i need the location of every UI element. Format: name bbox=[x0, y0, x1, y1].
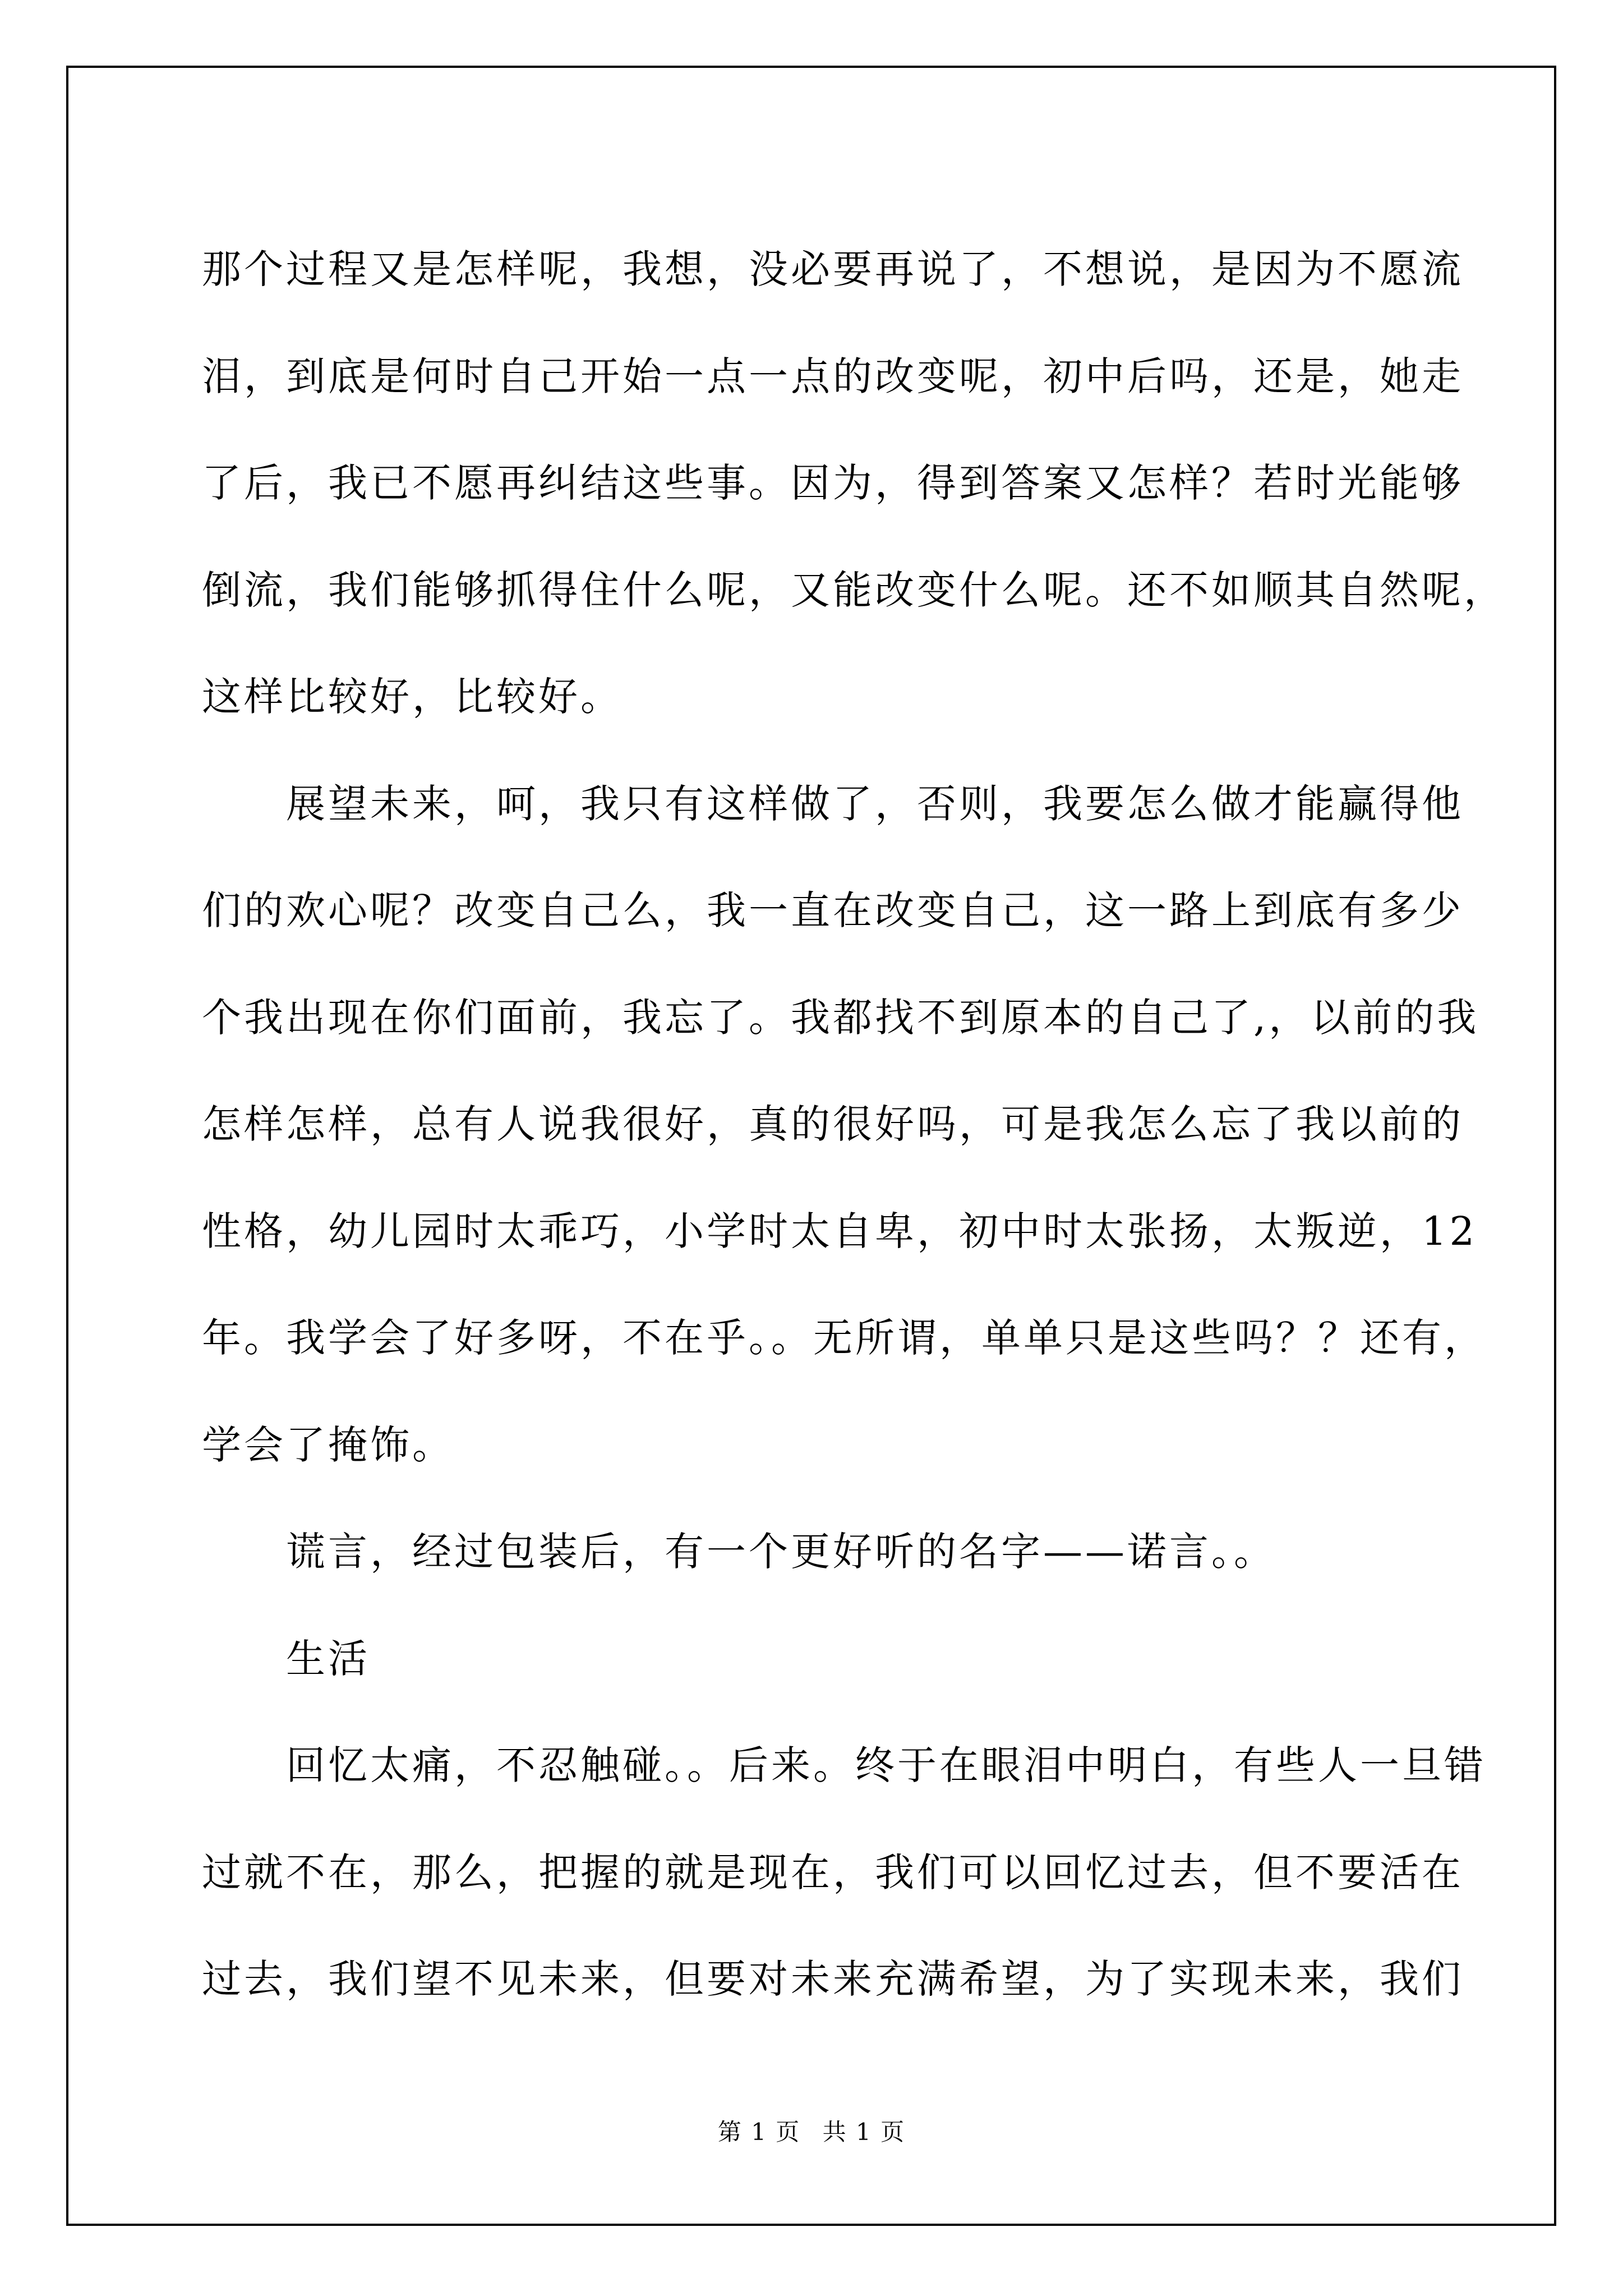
text-line: 过去，我们望不见未来，但要对未来充满希望，为了实现未来，我们 bbox=[202, 1956, 1464, 2002]
section-heading-text: 生活 bbox=[286, 1635, 370, 1682]
page-number: 第 1 页 bbox=[717, 2118, 801, 2146]
text-line: 了后，我已不愿再纠结这些事。因为，得到答案又怎样？若时光能够 bbox=[202, 460, 1464, 506]
text-line: 这样比较好，比较好。 bbox=[202, 674, 623, 720]
text-line: 们的欢心呢？改变自己么，我一直在改变自己，这一路上到底有多少 bbox=[202, 887, 1464, 933]
section-heading bbox=[202, 1605, 1458, 1713]
text-line: 过就不在，那么，把握的就是现在，我们可以回忆过去，但不要活在 bbox=[202, 1849, 1464, 1895]
page-footer bbox=[0, 2114, 1623, 2147]
page-total: 共 1 页 bbox=[822, 2118, 906, 2146]
text-line-indented bbox=[202, 1712, 1486, 1819]
text-line: 年。我学会了好多呀，不在乎。。无所谓，单单只是这些吗？？还有， bbox=[202, 1315, 1486, 1361]
text-line: 那个过程又是怎样呢，我想，没必要再说了，不想说，是因为不愿流 bbox=[202, 246, 1464, 292]
text-line-content: 展望未来，呵，我只有这样做了，否则，我要怎么做才能赢得他 bbox=[286, 780, 1464, 827]
text-line-content: 回忆太痛，不忍触碰。。后来。终于在眼泪中明白，有些人一旦错 bbox=[286, 1742, 1486, 1788]
document-body bbox=[202, 216, 1506, 2033]
text-line: 个我出现在你们面前，我忘了。我都找不到原本的自己了,，以前的我 bbox=[202, 994, 1479, 1041]
text-line: 性格，幼儿园时太乖巧，小学时太自卑，初中时太张扬，太叛逆，12 bbox=[202, 1208, 1478, 1254]
text-line-indented bbox=[202, 751, 1464, 858]
text-line: 泪，到底是何时自己开始一点一点的改变呢，初中后吗，还是，她走 bbox=[202, 353, 1464, 399]
text-line: 怎样怎样，总有人说我很好，真的很好吗，可是我怎么忘了我以前的 bbox=[202, 1101, 1464, 1147]
text-line-content: 谎言，经过包装后，有一个更好听的名字——诺言。。 bbox=[286, 1529, 1276, 1575]
text-line: 学会了掩饰。 bbox=[202, 1421, 454, 1468]
text-line-indented bbox=[202, 1498, 1458, 1605]
text-line: 倒流，我们能够抓得住什么呢，又能改变什么呢。还不如顺其自然呢， bbox=[202, 567, 1506, 613]
